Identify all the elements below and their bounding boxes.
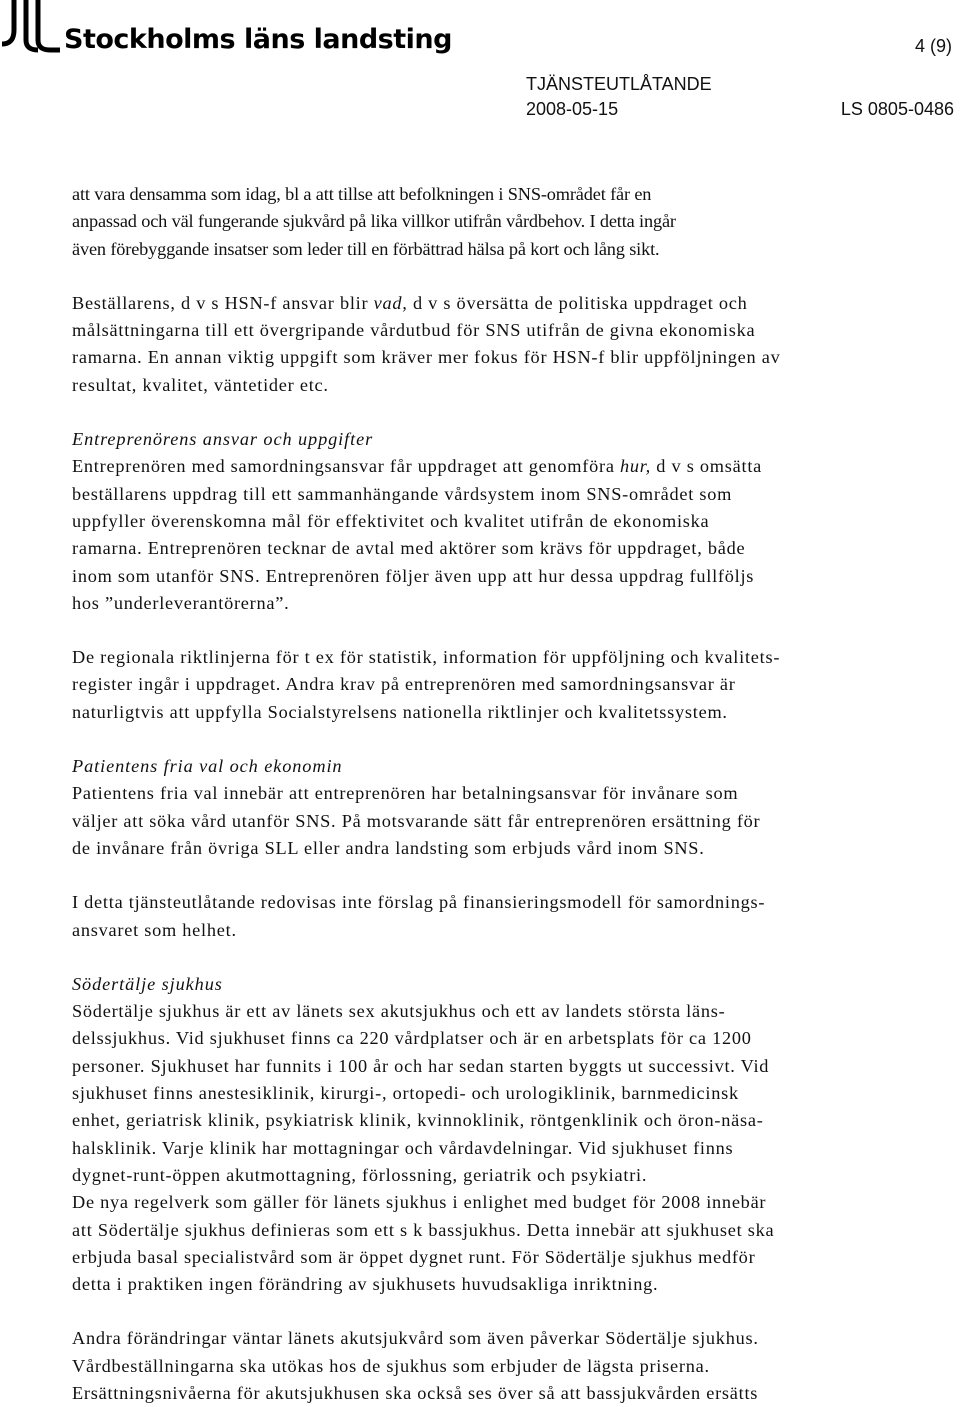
document-type: TJÄNSTEUTLÅTANDE xyxy=(526,74,712,94)
paragraph-sodertalje: Södertälje sjukhus är ett av länets sex akutsjukhus och ett av landets största läns- delssjukhus. Vid sjukhuset finns ca 220 vårdplatser och är en arbetsplats för ca 1200 personer. Sjukhuset har funnits i 100 år och har sedan starten byggts ut successivt. Vid sjukhuset finns anestesiklinik, kirurgi-, ortopedi- och urologiklinik, barnmedicinsk enhet, geriatrisk klinik, psykiatrisk klinik, kvinnoklinik, röntgenklinik och öron-näsa- halsklinik. Varje klinik har mottagningar och vårdavdelningar. Vid sjukhuset finns dygnet-runt-öppen akutmottagning, förlossning, geriatrik och psykiatri. De nya regelverk som gäller för länets sjukhus i enlighet med budget för 2008 innebär att Södertälje sjukhus definieras som ett s k bassjukhus. Detta innebär att sjukhuset ska erbjuda basal specialistvård som är öppet dygnet runt. För Södertälje sjukhus medför detta i praktiken ingen förändring av sjukhusets huvudsakliga inriktning. xyxy=(72,1001,775,1295)
document-body xyxy=(72,181,932,1407)
paragraph-guidelines: De regionala riktlinjerna för t ex för statistik, information för uppföljning och kvalitets- register ingår i uppdraget. Andra krav på entreprenören med samordningsansvar är naturligtvis att uppfylla Socialstyrelsens nationella riktlinjer och kvalitetssystem. xyxy=(72,647,781,722)
paragraph-intro: att vara densamma som idag, bl a att tillse att befolkningen i SNS-området får en anpassad och väl fungerande sjukvård på lika villkor utifrån vårdbehov. I detta ingår även förebyggande insatser som leder till en förbättrad hälsa på kort och lång sikt. xyxy=(72,184,676,259)
paragraph-changes: Andra förändringar väntar länets akutsjukvård som även påverkar Södertälje sjukhus. Vårdbeställningarna ska utökas hos de sjukhus som erbjuder de lägsta priserna. Ersättningsnivåerna för akutsjukhusen ska också ses över så att bassjukvården ersätts xyxy=(72,1328,759,1403)
page-header xyxy=(0,0,960,130)
paragraph-orderer-responsibility: Beställarens, d v s HSN-f ansvar blir vad, d v s översätta de politiska uppdraget och målsättningarna till ett övergripande vårdutbud för SNS utifrån de givna ekonomiska ramarna. En annan viktig uppgift som kräver mer fokus för HSN-f blir uppföljningen av resultat, kvalitet, väntetider etc. xyxy=(72,292,781,395)
document-number: LS 0805-0486 xyxy=(840,99,954,119)
paragraph-contractor: Entreprenören med samordningsansvar får uppdraget att genomföra hur, d v s omsätta beställarens uppdrag till ett sammanhängande vårdsystem inom SNS-området som uppfyller överenskomna mål för effektivitet och kvalitet utifrån de ekonomiska ramarna. Entreprenören tecknar de avtal med aktörer som krävs för uppdraget, både inom som utanför SNS. Entreprenören följer även upp att hur dessa uppdrag fullföljs hos ”underleverantörerna”. xyxy=(72,456,763,613)
section-heading-sodertalje: Södertälje sjukhus xyxy=(72,973,223,994)
section-heading-patient-choice: Patientens fria val och ekonomin xyxy=(72,756,343,777)
section-heading-contractor: Entreprenörens ansvar och uppgifter xyxy=(72,429,374,450)
paragraph-patient-choice: Patientens fria val innebär att entreprenören har betalningsansvar för invånare som väljer att söka vård utanför SNS. På motsvarande sätt får entreprenören ersättning för de invånare från övriga SLL eller andra landsting som erbjuds vård inom SNS. xyxy=(72,783,761,858)
organization-name: Stockholms läns landsting xyxy=(64,24,452,55)
paragraph-financing: I detta tjänsteutlåtande redovisas inte förslag på finansieringsmodell för samordnings- ansvaret som helhet. xyxy=(72,892,766,940)
document-date: 2008-05-15 xyxy=(526,99,619,119)
page-number: 4 (9) xyxy=(914,36,952,56)
sll-logo-icon xyxy=(0,0,64,56)
